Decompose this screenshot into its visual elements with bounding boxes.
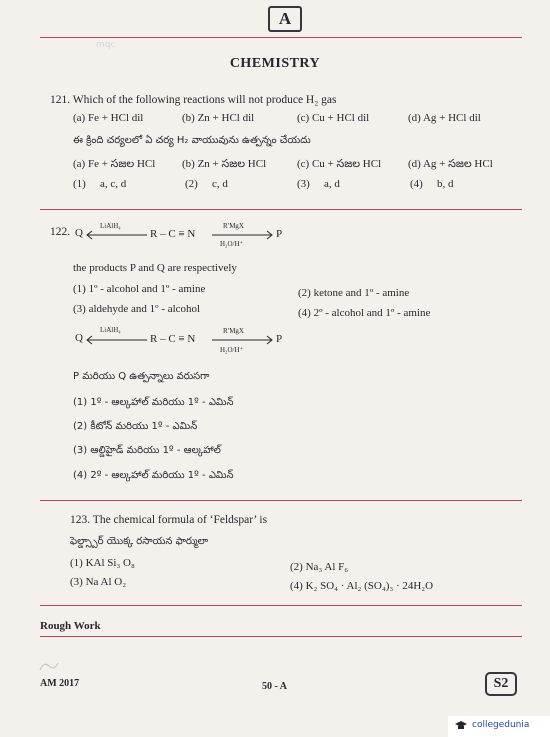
q122-rx2-nitrile: R – C ≡ N <box>150 333 196 345</box>
separator-rough-work-top <box>40 605 522 606</box>
q122-stem-en: the products P and Q are respectively <box>73 262 237 274</box>
q122-opt-2-en: (2) ketone and 1º - amine <box>298 287 410 299</box>
q121-opt-d-te: (d) Ag + సజల HCl <box>408 158 493 170</box>
q122-rx2-right-arrow <box>212 333 274 347</box>
brand-logo <box>448 716 550 737</box>
q122-opt-3-en: (3) aldehyde and 1º - alcohol <box>73 303 201 315</box>
q122-rx1-nitrile: R – C ≡ N <box>150 228 196 240</box>
q122-rx1-reagent-top: R′MgX <box>223 222 244 230</box>
stamp-mark-icon <box>38 660 60 672</box>
q121-opt-a-te: (a) Fe + సజల HCl <box>73 158 156 170</box>
graduation-cap-icon <box>454 719 468 733</box>
q122-rx2-reagent-top: R′MgX <box>223 327 244 335</box>
q121-opt-b-en: (b) Zn + HCl dil <box>182 112 255 124</box>
q121-ans-1-value: a, c, d <box>100 178 127 190</box>
q121-opt-c-en: (c) Cu + HCl dil <box>297 112 370 124</box>
q121-opt-d-en: (d) Ag + HCl dil <box>408 112 481 124</box>
q122-number: 122. <box>50 226 71 238</box>
q122-rx1-reagent-left: LiAlH₄ <box>100 222 121 230</box>
q121-ans-2-label: (2) <box>185 178 198 190</box>
q122-opt-3-te: (3) ఆల్డిహైడ్ మరియు 1º - ఆల్కహాల్ <box>73 445 221 456</box>
page-number: 50 - A <box>262 681 287 692</box>
q122-stem-te: P మరియు Q ఉత్పన్నాలు వరుసగా <box>73 371 210 382</box>
q121-text-en: 121. Which of the following reactions will not produce H₂ gas <box>50 94 337 106</box>
q122-opt-1-en: (1) 1º - alcohol and 1º - amine <box>73 283 206 295</box>
rough-work-label: Rough Work <box>40 620 101 632</box>
q121-ans-3-value: a, d <box>324 178 340 190</box>
q122-rx1-left-arrow <box>85 228 149 242</box>
q122-opt-4-te: (4) 2º - ఆల్కహాల్ మరియు 1º - ఎమిన్ <box>73 470 234 481</box>
subject-title: CHEMISTRY <box>229 56 321 71</box>
header-rule <box>40 37 522 38</box>
watermark-text: mqc <box>96 40 116 50</box>
q122-rx1-reagent-bottom: H₂O/H⁺ <box>220 240 244 248</box>
q123-text-en: 123. The chemical formula of ‘Feldspar’ is <box>70 514 268 526</box>
separator-121-122 <box>40 209 522 210</box>
q121-ans-4-value: b, d <box>437 178 454 190</box>
q121-text-te: ఈ క్రింది చర్యలలో ఏ చర్య H₂ వాయువును ఉత్పన్నం చేయదు <box>73 135 311 146</box>
separator-122-123 <box>40 500 522 501</box>
q123-text-te: ఫెల్డ్స్పార్ యొక్క రసాయన ఫార్ములా <box>70 536 209 547</box>
q121-opt-c-te: (c) Cu + సజల HCl <box>297 158 382 170</box>
q121-opt-a-en: (a) Fe + HCl dil <box>73 112 144 124</box>
q123-opt-2: (2) Na₃ Al F₆ <box>290 561 349 573</box>
brand-logo-text: collegedunia <box>472 720 530 730</box>
q122-rx2-p: P <box>276 333 283 345</box>
q122-opt-2-te: (2) కీటోన్ మరియు 1º - ఎమిన్ <box>73 421 198 432</box>
q122-rx2-reagent-left: LiAlH₄ <box>100 326 121 334</box>
q122-rx1-p: P <box>276 228 283 240</box>
q121-opt-b-te: (b) Zn + సజల HCl <box>182 158 267 170</box>
q122-rx2-q: Q <box>75 332 83 344</box>
q121-ans-1-label: (1) <box>73 178 86 190</box>
exam-code: AM 2017 <box>40 678 80 689</box>
q122-rx1-q: Q <box>75 227 83 239</box>
set-code-box: S2 <box>485 672 517 696</box>
q123-opt-3: (3) Na Al O₂ <box>70 576 127 588</box>
q123-opt-4: (4) K₂ SO₄ · Al₂ (SO₄)₃ · 24H₂O <box>290 580 434 592</box>
q123-opt-1: (1) KAl Si₃ O₈ <box>70 557 135 569</box>
q122-rx2-reagent-bottom: H₂O/H⁺ <box>220 346 244 354</box>
q122-opt-1-te: (1) 1º - ఆల్కహాల్ మరియు 1º - ఎమిన్ <box>73 397 234 408</box>
q122-opt-4-en: (4) 2º - alcohol and 1º - amine <box>298 307 431 319</box>
q121-ans-2-value: c, d <box>212 178 228 190</box>
q121-ans-3-label: (3) <box>297 178 310 190</box>
q121-ans-4-label: (4) <box>410 178 423 190</box>
booklet-code-box: A <box>268 6 302 32</box>
separator-rough-work-bottom <box>40 636 522 637</box>
q122-rx2-left-arrow <box>85 333 149 347</box>
